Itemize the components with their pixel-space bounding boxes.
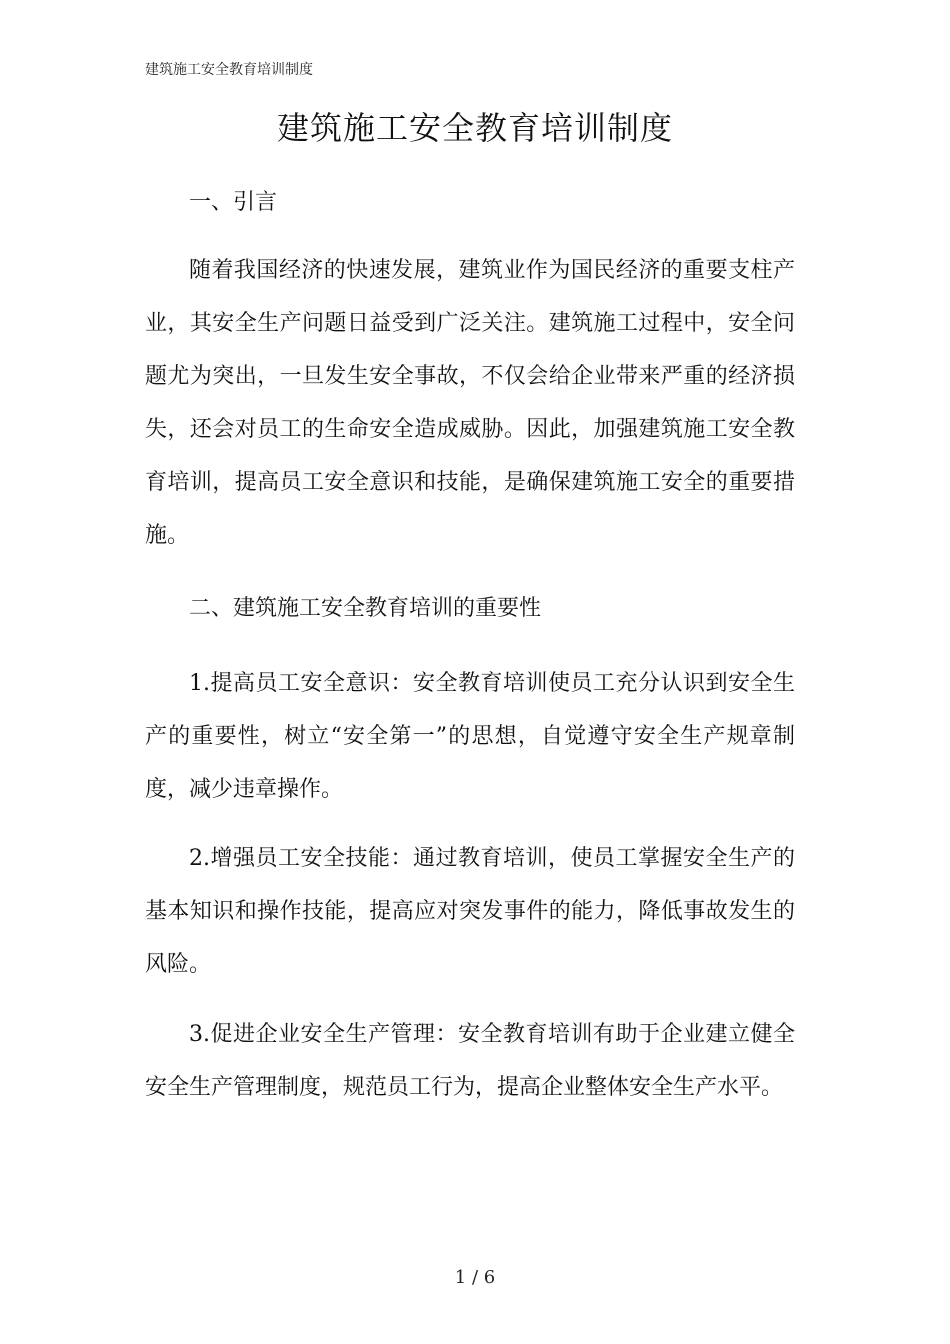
section-heading-introduction: 一、引言 [189,190,278,215]
list-item: 2.增强员工安全技能：通过教育培训，使员工掌握安全生产的基本知识和操作技能，提高应对突发事件的能力，降低事故发生的风险。 [145,846,795,977]
page-number: 1 / 6 [454,1267,496,1288]
running-header: 建筑施工安全教育培训制度 [145,62,313,78]
section-heading-importance: 二、建筑施工安全教育培训的重要性 [189,596,542,621]
document-title: 建筑施工安全教育培训制度 [276,109,673,147]
list-item: 1.提高员工安全意识：安全教育培训使员工充分认识到安全生产的重要性，树立“安全第一”的思想，自觉遵守安全生产规章制度，减少违章操作。 [145,671,795,802]
introduction-paragraph: 随着我国经济的快速发展，建筑业作为国民经济的重要支柱产业，其安全生产问题日益受到广泛关注。建筑施工过程中，安全问题尤为突出，一旦发生安全事故，不仅会给企业带来严重的经济损失，还会对员工的生命安全造成威胁。因此，加强建筑施工安全教育培训，提高员工安全意识和技能，是确保建筑施工安全的重要措施。 [145,258,795,548]
list-item: 3.促进企业安全生产管理：安全教育培训有助于企业建立健全安全生产管理制度，规范员工行为，提高企业整体安全生产水平。 [145,1022,795,1100]
